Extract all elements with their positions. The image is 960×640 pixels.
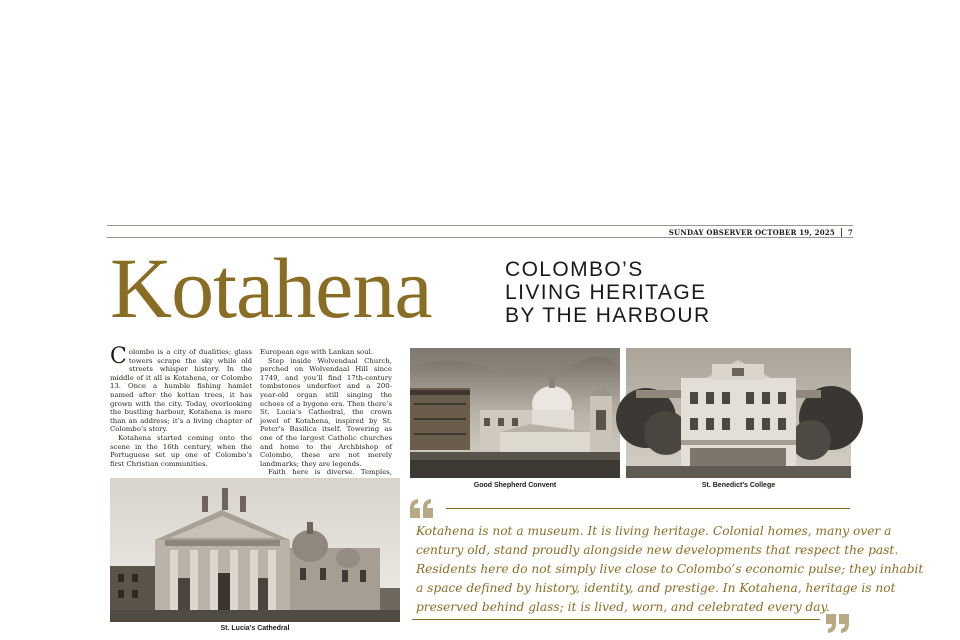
photo-st-lucias-cathedral [110,478,400,622]
caption-st-benedicts-college: St. Benedict’s College [701,482,776,489]
headline-title: Kotahena [110,240,432,336]
body-column-2 [260,348,392,477]
body-paragraph: Colombo is a city of dualities; glass towers scrape the sky while old streets whisper history. In the middle of it all is Kotahena, or Colombo 13. Once a humble fishing hamlet named after the kottan trees, it has grown with the city. Today, overlooking the bustling harbour, Kotahena is more than an address; it’s a living chapter of Colombo’s story. [110,344,252,434]
pullquote-line: Residents here do not simply live close to Colombo’s economic pulse; they inhabit [416,562,924,576]
pull-quote [416,522,924,617]
pullquote-rule-top [446,508,850,509]
close-quote-icon [825,613,851,635]
subtitle-line: LIVING HERITAGE [505,281,707,304]
drop-cap: C [110,344,127,369]
body-paragraph: Faith here is diverse. Temples, [268,468,392,477]
pullquote-line: century old, stand proudly alongside new developments that respect the past. [416,543,899,557]
pullquote-line: preserved behind glass; it is lived, worn, and celebrated every day. [416,600,830,614]
pullquote-line: Kotahena is not a museum. It is living heritage. Colonial homes, many over a [416,524,892,538]
body-paragraph: Kotahena started coming onto the scene in the 16th century, when the Portuguese set up one of Colombo’s first Christian communities. [110,433,252,468]
body-paragraph: European ego with Lankan soul. [260,348,374,356]
header-rule-bottom [107,237,853,238]
folio-separator [841,228,842,237]
pullquote-line: a space defined by history, identity, and prestige. In Kotahena, heritage is not [416,581,896,595]
photo-good-shepherd-convent [410,348,620,478]
publication-date: SUNDAY OBSERVER OCTOBER 19, 2025 [668,227,835,237]
subtitle-line: BY THE HARBOUR [505,304,711,327]
body-paragraph: Step inside Wolvendaal Church, perched on Wolvendaal Hill since 1749, and you’ll find 17th-century tombstones underfoot and a 200-year-old organ still singing the echoes of a bygone era. Then there’s St. Lucia’s Cathedral, the crown jewel of Kotahena, inspired by St. Peter’s Basilica itself. Towering as one of the largest Catholic churches and home to the Archbishop of Colombo, these are not merely landmarks; they are legends. [260,356,392,468]
photo-st-benedicts-college [626,348,851,478]
pullquote-rule-bottom [412,619,820,620]
page-folio [669,227,853,237]
caption-good-shepherd-convent: Good Shepherd Convent [473,482,557,489]
body-column-1 [110,344,252,470]
subtitle-line: COLOMBO’S [505,258,644,281]
page-number: 7 [847,227,853,237]
headline-subtitle [505,258,755,327]
caption-st-lucias-cathedral: St. Lucia’s Cathedral [220,625,290,632]
open-quote-icon [408,498,436,520]
header-rule-top [107,225,853,226]
